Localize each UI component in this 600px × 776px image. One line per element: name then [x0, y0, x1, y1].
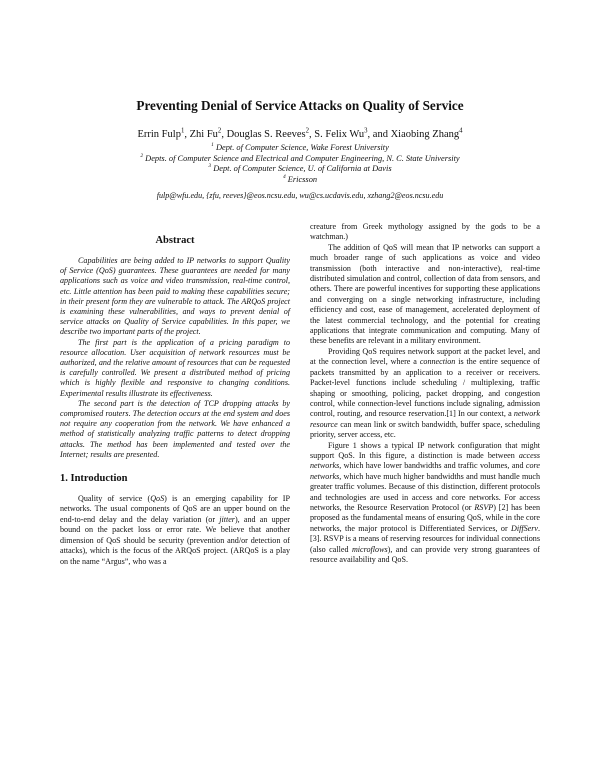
affiliation-mark: 3	[208, 163, 212, 170]
affiliation-text: Dept. of Computer Science, U. of California at Davis	[213, 164, 392, 174]
affiliation-text: Dept. of Computer Science, Wake Forest University	[215, 143, 389, 152]
affiliation-line	[0, 154, 600, 165]
intro-paragraph	[60, 494, 290, 567]
affiliation-mark: 4	[282, 173, 286, 180]
text-run: .[3]. RSVP is a means of reserving resources for individual connections (also called	[310, 523, 540, 554]
italic-term: DiffServ	[510, 523, 538, 533]
author-mark: 2	[305, 127, 310, 135]
affiliation-line	[0, 143, 600, 154]
introduction-heading: 1. Introduction	[60, 473, 128, 485]
affiliation-text: Depts. of Computer Science and Electrical and Computer Engineering, N. C. State University	[145, 153, 460, 163]
body-paragraph: The addition of QoS will mean that IP networks can support a much broader range of such applications as voice and video transmission (both interactive and non-interactive), real-time distributed simulation and control, collection of data from sensors, and others. There are powerful incentives for supporting these applications and converging on a single networking infrastructure, including efficiency and cost, ease of management, accelerated deployment of the latest commercial technology, and the potential for creating applications that integrate communication and computing. Many of these benefits are relevant in a military environment.	[310, 242, 540, 346]
text-run: ), and can provide very strong guarantees of resource availability and QoS.	[310, 544, 540, 564]
author-mark: 3	[364, 127, 368, 135]
author-mark: 4	[459, 127, 463, 135]
text-run: ), and an upper bound on the packet loss or error rate. We believe that another dimension of QoS should be security (prevention and/or detection of attacks), which is the focus of the ARQoS project. (ARQoS is a play on the name “Argus”, who was a	[60, 514, 291, 566]
affiliation-line	[0, 164, 600, 175]
affiliation-line	[0, 175, 600, 186]
author-list	[0, 128, 600, 142]
affiliation-list	[0, 143, 600, 185]
left-column	[60, 234, 290, 567]
paper-title: Preventing Denial of Service Attacks on Quality of Service	[136, 98, 464, 113]
author-name: S. Felix Wu	[314, 129, 365, 140]
author-name: Errin Fulp	[137, 129, 181, 140]
italic-term: network resource	[310, 409, 540, 429]
abstract-heading: Abstract	[155, 235, 195, 246]
email-list: fulp@wfu.edu, {zfu, reeves}@eos.ncsu.edu, wu@cs.ucdavis.edu, xzhang2@eos.ncsu.edu	[156, 191, 444, 200]
author-name: Douglas S. Reeves	[226, 129, 306, 140]
text-run: ) is an emerging capability for IP networks. The usual components of QoS are an upper bound on the end-to-end delay and the delay variation (or	[60, 494, 290, 524]
author-mark: 1	[180, 127, 185, 135]
italic-term: microflows	[351, 544, 388, 554]
affiliation-mark: 2	[140, 152, 144, 159]
text-run: is the entire sequence of packets transmitted by an application to a receiver or receivers. Packet-level functions include scheduling / multiplexing, traffic shaping or smoothing, policing, packet dropping, and congestion control, while connection-level functions include signaling, admission control, routing, and resource reservation.[1] In our context, a	[310, 357, 541, 419]
body-paragraph	[310, 441, 540, 566]
body-paragraph	[310, 347, 540, 441]
italic-term: RSVP	[474, 502, 494, 512]
text-run: Figure 1 shows a typical IP network configuration that might support QoS. In this figure, a distinction is made between	[310, 440, 540, 460]
author-separator: , and	[367, 129, 391, 140]
text-run: , which have much higher bandwidths and must handle much greater traffic volumes. Because of this distinction, different protocols and technologies are used in access and core networks. For access networks, the Resource Reservation Protocol (or	[310, 471, 540, 512]
right-column	[310, 222, 540, 565]
text-run: Quality of service (	[78, 494, 151, 504]
text-run: , which have lower bandwidths and traffic volumes, and	[339, 461, 526, 471]
affiliation-text: Ericsson	[287, 174, 318, 184]
author-separator: ,	[184, 129, 190, 140]
italic-term: access networks	[310, 450, 540, 471]
author-separator: ,	[221, 129, 227, 140]
abstract-paragraph: The first part is the application of a pricing paradigm to resource allocation. User acquisition of network resources must be authorized, and the relative amount of resources that can be requested is carefully controlled. We present a distributed method of pricing which is highly flexible and responsive to changing conditions. Experimental results illustrate its effectiveness.	[60, 337, 290, 398]
affiliation-mark: 1	[211, 142, 214, 149]
text-run: ) [2] has been proposed as the fundamental means of ensuring QoS, while in the core networks, the major protocol is Differentiated Services, or	[310, 502, 540, 533]
author-separator: ,	[309, 129, 315, 140]
author-mark: 2	[217, 127, 222, 135]
author-name: Zhi Fu	[189, 129, 218, 140]
italic-term: jitter	[219, 514, 235, 524]
author-name: Xiaobing Zhang	[390, 129, 460, 140]
abstract-paragraph: Capabilities are being added to IP networks to support Quality of Service (QoS) guarantees. These guarantees are needed for many applications such as voice and video transmission, real-time control, etc. Little attention has been paid to making these capabilities secure; in their present form they are vulnerable to attack. The ARQoS project is examining these vulnerabilities, and ways to prevent denial of service attacks on Quality of Service capabilities. In this paper, we describe two important parts of the project.	[60, 256, 290, 337]
italic-term: connection	[419, 357, 456, 367]
text-run: can mean link or switch bandwidth, buffer space, scheduling priority, server access, etc.	[310, 419, 540, 440]
italic-term: QoS	[150, 494, 165, 504]
text-run: Providing QoS requires network support at the packet level, and at the connection level, where a	[310, 346, 540, 367]
italic-term: core networks	[310, 461, 540, 481]
abstract-paragraph: The second part is the detection of TCP dropping attacks by compromised routers. The detection occurs at the end system and does not require any cooperation from the network. We have enhanced a method of statistically analyzing traffic patterns to detect dropping attacks. The method has been implemented and tested over the Internet; results are presented.	[60, 398, 290, 459]
body-paragraph: creature from Greek mythology assigned by the gods to be a watchman.)	[310, 222, 540, 242]
